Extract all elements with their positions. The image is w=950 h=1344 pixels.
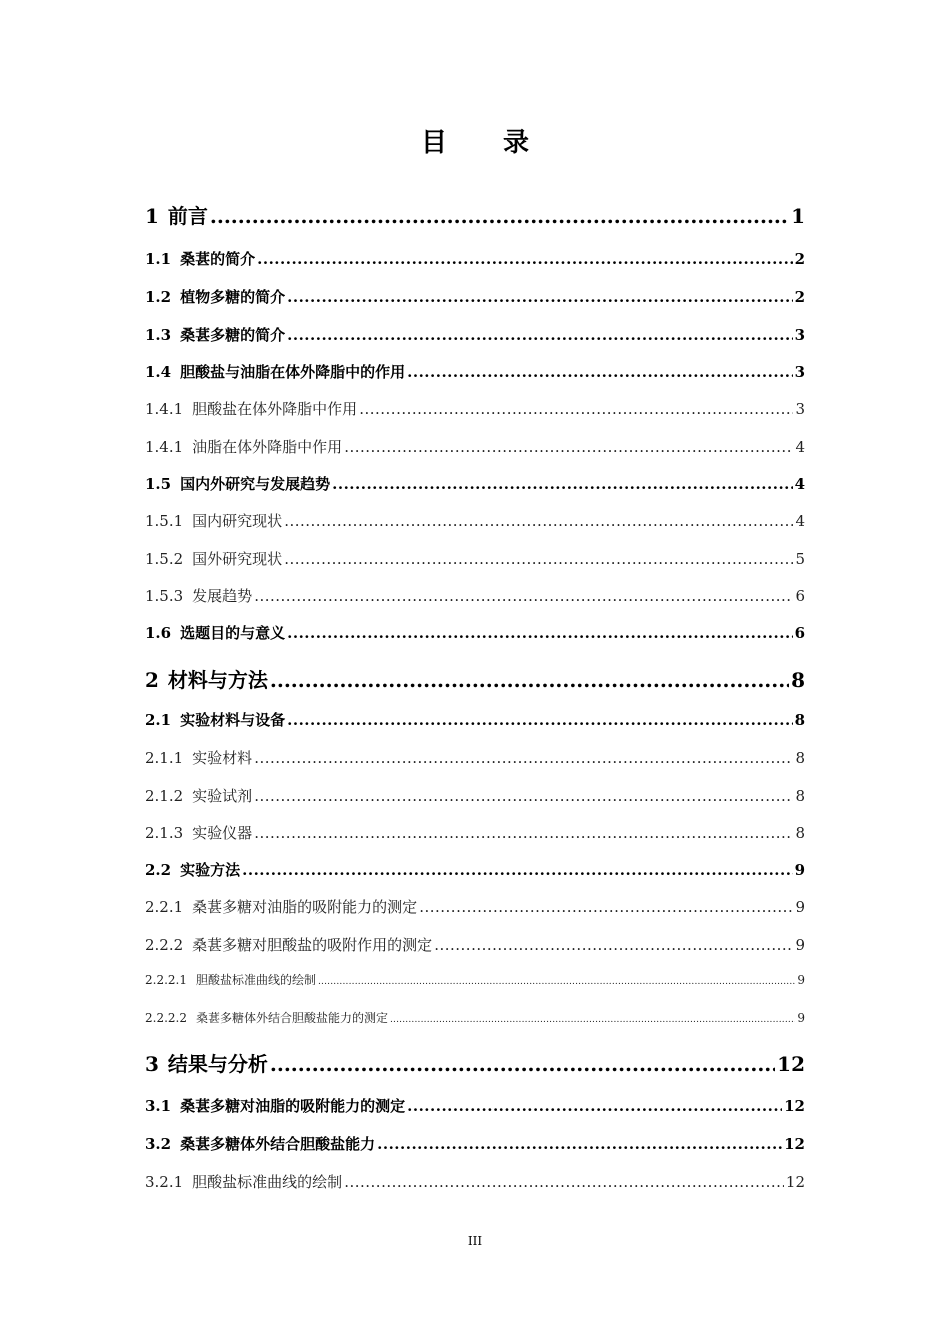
toc-entry-number: 3.1 bbox=[145, 1097, 172, 1115]
toc-entry-page: 9 bbox=[794, 861, 805, 879]
toc-dot-leader bbox=[344, 1173, 784, 1191]
toc-entry-page: 9 bbox=[795, 936, 805, 954]
toc-entry-number: 2.2.2 bbox=[145, 936, 184, 954]
toc-entry-title: 实验材料 bbox=[192, 749, 253, 767]
toc-entry-title: 油脂在体外降脂中作用 bbox=[192, 438, 343, 456]
toc-dot-leader bbox=[284, 550, 793, 568]
toc-entry-title: 发展趋势 bbox=[192, 587, 253, 605]
toc-dot-leader bbox=[210, 204, 789, 228]
toc-entry-page: 2 bbox=[794, 250, 805, 268]
toc-entry-title: 植物多糖的简介 bbox=[180, 288, 286, 306]
toc-entry-title: 国内外研究与发展趋势 bbox=[180, 475, 331, 493]
toc-entry-page: 9 bbox=[797, 973, 805, 987]
toc-entry[interactable] bbox=[145, 200, 805, 229]
toc-entry-title: 选题目的与意义 bbox=[180, 624, 286, 642]
toc-entry-number: 2.2.2.2 bbox=[145, 1011, 187, 1025]
toc-dot-leader bbox=[254, 587, 793, 605]
toc-entry[interactable] bbox=[145, 747, 805, 768]
toc-entry[interactable] bbox=[145, 622, 805, 643]
toc-dot-leader bbox=[332, 475, 792, 493]
toc-dot-leader bbox=[318, 973, 795, 987]
toc-entry-page: 12 bbox=[784, 1097, 805, 1115]
toc-entry-page: 12 bbox=[777, 1052, 805, 1076]
toc-entry-title: 实验材料与设备 bbox=[180, 711, 286, 729]
toc-entry-title: 材料与方法 bbox=[167, 668, 268, 692]
toc-dot-leader bbox=[419, 898, 793, 916]
toc-entry[interactable] bbox=[145, 664, 805, 693]
toc-entry[interactable] bbox=[145, 1095, 805, 1116]
toc-dot-leader bbox=[257, 250, 792, 268]
toc-entry-title: 桑葚多糖的简介 bbox=[180, 326, 286, 344]
toc-entry-number: 2 bbox=[145, 668, 159, 692]
toc-entry-title: 实验仪器 bbox=[192, 824, 253, 842]
page-title bbox=[0, 122, 950, 159]
footer-page-number: III bbox=[467, 1234, 483, 1248]
toc-entry-page: 8 bbox=[791, 668, 805, 692]
toc-entry-number: 1.4 bbox=[145, 363, 172, 381]
toc-dot-leader bbox=[270, 1052, 775, 1076]
toc-entry-page: 8 bbox=[795, 787, 805, 805]
toc-entry-page: 6 bbox=[794, 624, 805, 642]
toc-entry-page: 1 bbox=[791, 204, 805, 228]
toc-entry-number: 1.4.1 bbox=[145, 400, 184, 418]
toc-entry[interactable] bbox=[145, 934, 805, 955]
toc-entry[interactable] bbox=[145, 436, 805, 457]
toc-entry-number: 2.2.2.1 bbox=[145, 973, 187, 987]
toc-dot-leader bbox=[287, 624, 792, 642]
toc-entry-number: 1.4.1 bbox=[145, 438, 184, 456]
toc-dot-leader bbox=[284, 512, 793, 530]
toc-entry[interactable] bbox=[145, 1133, 805, 1154]
toc-dot-leader bbox=[270, 668, 789, 692]
toc-entry-title: 胆酸盐与油脂在体外降脂中的作用 bbox=[180, 363, 406, 381]
toc-entry[interactable] bbox=[145, 398, 805, 419]
toc-entry[interactable] bbox=[145, 822, 805, 843]
toc-entry-page: 12 bbox=[784, 1135, 805, 1153]
toc-entry-page: 9 bbox=[795, 898, 805, 916]
toc-dot-leader bbox=[377, 1135, 782, 1153]
toc-entry-number: 2.1.2 bbox=[145, 787, 184, 805]
toc-entry-title: 结果与分析 bbox=[167, 1052, 268, 1076]
page-title-char-2: 录 bbox=[503, 128, 586, 158]
toc-dot-leader bbox=[407, 363, 792, 381]
toc-entry-page: 4 bbox=[794, 475, 805, 493]
toc-entry[interactable] bbox=[145, 896, 805, 917]
toc-entry-page: 4 bbox=[795, 438, 805, 456]
toc-dot-leader bbox=[287, 711, 792, 729]
toc-entry[interactable] bbox=[145, 709, 805, 730]
toc-entry-number: 1.6 bbox=[145, 624, 172, 642]
toc-entry-number: 3.2.1 bbox=[145, 1173, 184, 1191]
toc-entry-title: 胆酸盐标准曲线的绘制 bbox=[195, 973, 316, 987]
toc-entry-title: 桑葚多糖对油脂的吸附能力的测定 bbox=[192, 898, 418, 916]
toc-entry[interactable] bbox=[145, 1048, 805, 1077]
toc-entry[interactable] bbox=[145, 248, 805, 269]
toc-entry-number: 2.1.3 bbox=[145, 824, 184, 842]
toc-entry-title: 桑葚的简介 bbox=[180, 250, 256, 268]
toc-dot-leader bbox=[407, 1097, 782, 1115]
toc-entry-number: 2.1.1 bbox=[145, 749, 184, 767]
toc-entry-title: 前言 bbox=[167, 204, 208, 228]
toc-entry-title: 桑葚多糖体外结合胆酸盐能力的测定 bbox=[195, 1011, 388, 1025]
toc-entry-page: 3 bbox=[794, 326, 805, 344]
toc-entry-title: 实验试剂 bbox=[192, 787, 253, 805]
page-title-char-1: 目 bbox=[420, 128, 503, 158]
toc-entry-page: 4 bbox=[795, 512, 805, 530]
toc-entry-title: 实验方法 bbox=[180, 861, 241, 879]
toc-entry-number: 1.5 bbox=[145, 475, 172, 493]
toc-dot-leader bbox=[434, 936, 793, 954]
toc-entry[interactable] bbox=[145, 785, 805, 806]
toc-dot-leader bbox=[344, 438, 793, 456]
toc-dot-leader bbox=[254, 824, 793, 842]
toc-entry-page: 3 bbox=[795, 400, 805, 418]
toc-dot-leader bbox=[254, 749, 793, 767]
toc-entry[interactable] bbox=[145, 859, 805, 880]
toc-entry-number: 1.5.2 bbox=[145, 550, 184, 568]
toc-entry[interactable] bbox=[145, 971, 805, 988]
toc-entry-page: 3 bbox=[794, 363, 805, 381]
toc-dot-leader bbox=[359, 400, 793, 418]
toc-entry-number: 1.3 bbox=[145, 326, 172, 344]
toc-entry-number: 3.2 bbox=[145, 1135, 172, 1153]
toc-entry-page: 12 bbox=[785, 1173, 805, 1191]
toc-dot-leader bbox=[242, 861, 792, 879]
toc-entry[interactable] bbox=[145, 585, 805, 606]
toc-entry-number: 3 bbox=[145, 1052, 159, 1076]
toc-dot-leader bbox=[287, 288, 792, 306]
toc-entry-page: 8 bbox=[794, 711, 805, 729]
toc-dot-leader bbox=[287, 326, 792, 344]
toc-entry-number: 2.2.1 bbox=[145, 898, 184, 916]
toc-entry[interactable] bbox=[145, 361, 805, 382]
toc-entry-number: 1 bbox=[145, 204, 159, 228]
toc-entry[interactable] bbox=[145, 1009, 805, 1026]
toc-entry-title: 胆酸盐标准曲线的绘制 bbox=[192, 1173, 343, 1191]
toc-entry-title: 国内研究现状 bbox=[192, 512, 283, 530]
toc-entry[interactable] bbox=[145, 548, 805, 569]
toc-entry-page: 9 bbox=[797, 1011, 805, 1025]
toc-entry-title: 桑葚多糖体外结合胆酸盐能力 bbox=[180, 1135, 376, 1153]
toc-entry-page: 2 bbox=[794, 288, 805, 306]
toc-entry[interactable] bbox=[145, 324, 805, 345]
toc-entry-number: 2.1 bbox=[145, 711, 172, 729]
toc-entry-page: 8 bbox=[795, 824, 805, 842]
toc-entry-title: 桑葚多糖对油脂的吸附能力的测定 bbox=[180, 1097, 406, 1115]
toc-dot-leader bbox=[390, 1011, 795, 1025]
toc-entry-title: 胆酸盐在体外降脂中作用 bbox=[192, 400, 358, 418]
toc-entry[interactable] bbox=[145, 473, 805, 494]
toc-entry-title: 桑葚多糖对胆酸盐的吸附作用的测定 bbox=[192, 936, 433, 954]
toc-dot-leader bbox=[254, 787, 793, 805]
toc-entry[interactable] bbox=[145, 286, 805, 307]
toc-entry[interactable] bbox=[145, 510, 805, 531]
toc-entry-page: 6 bbox=[795, 587, 805, 605]
toc-entry-title: 国外研究现状 bbox=[192, 550, 283, 568]
toc-entry-number: 1.5.3 bbox=[145, 587, 184, 605]
toc-entry-number: 2.2 bbox=[145, 861, 172, 879]
toc-entry-number: 1.5.1 bbox=[145, 512, 184, 530]
toc-entry-page: 5 bbox=[795, 550, 805, 568]
toc-entry-page: 8 bbox=[795, 749, 805, 767]
toc-entry[interactable] bbox=[145, 1171, 805, 1192]
toc-entry-number: 1.1 bbox=[145, 250, 172, 268]
toc-entry-number: 1.2 bbox=[145, 288, 172, 306]
